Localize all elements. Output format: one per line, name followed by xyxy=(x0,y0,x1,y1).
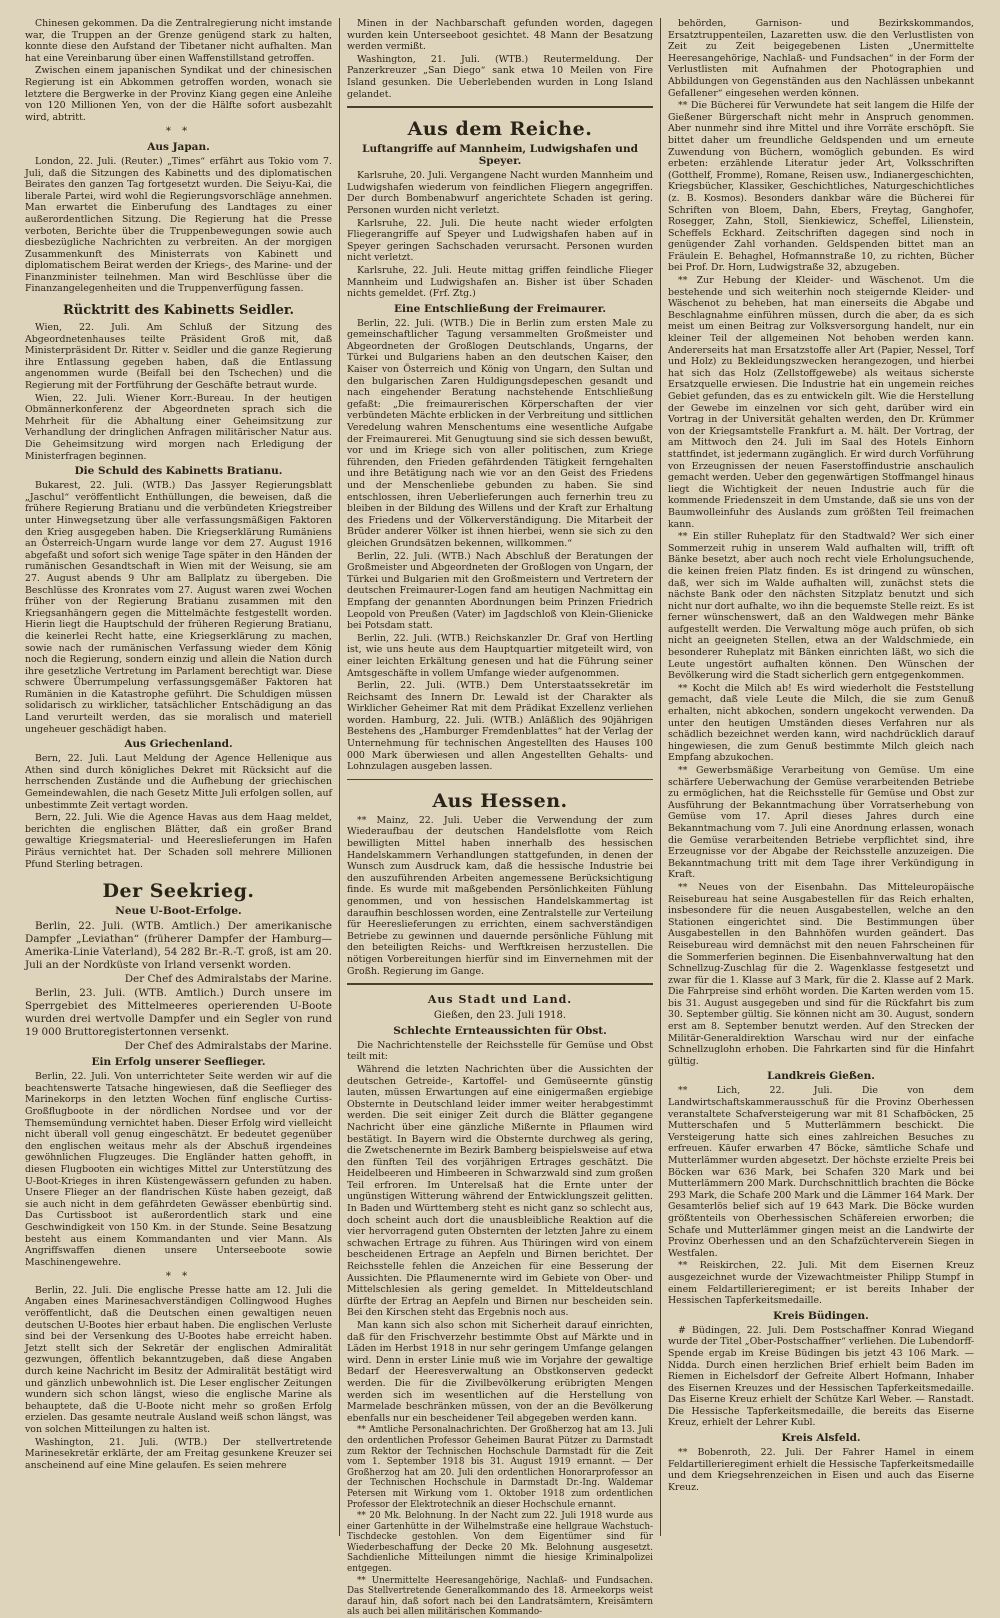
section-heading: Aus Griechenland. xyxy=(124,738,233,751)
column-right xyxy=(660,18,981,1536)
section-heading: Rücktritt des Kabinetts Seidler. xyxy=(62,303,295,319)
article-signature: Der Chef des Admiralstabs der Marine. xyxy=(124,1040,332,1053)
article-paragraph: ** Unermittelte Heeresangehörige, Nachlaß- und Fundsachen. Das Stellvertretende Generalkommando des 18. Armeekorps weist darauf hin, daß sofort nach bei den Landratsämtern, Kreisämtern als auch bei allen militärischen Kommando- xyxy=(347,1575,653,1618)
section-heading: Die Schuld des Kabinetts Bratianu. xyxy=(74,465,283,478)
article-paragraph: Berlin, 22. Juli. (WTB. Amtlich.) Der amerikanische Dampfer „Leviathan“ (früherer Dampfer der Hamburg—Amerika-Linie Vaterland), 54 282 Br.-R.-T. groß, ist am 20. Juli an der Nordküste von Irland versenkt worden. xyxy=(25,920,332,972)
section-heading: Aus dem Reiche. xyxy=(407,118,593,141)
article-paragraph: Man kann sich also schon mit Sicherheit darauf einrichten, daß für den Frischverzehr bestimmte Obst auf Märkte und in Läden im Herbst 1918 in nur sehr geringem Umfange gelangen wird. Denn in erster Linie muß wie im Vorjahre der gewaltige Bedarf der Heeresverwaltung an Obstkonserven gedeckt werden. Die für die Zivilbevölkerung erübrigten Mengen werden sich im wesentlichen auf die Herstellung von Marmelade beschränken müssen, von der an die Bevölkerung ebenfalls nur ein bescheidener Teil abgegeben werden kann. xyxy=(347,1320,653,1424)
subsection-heading: Schlechte Ernteaussichten für Obst. xyxy=(393,1024,607,1037)
article-paragraph: ** Gewerbsmäßige Verarbeitung von Gemüse. Um eine schärfere Ueberwachung der Gemüse verarbeitenden Betriebe zu ermöglichen, hat die Reichsstelle für Gemüse und Obst zur Ausführung der Bekanntmachung über Vorratserhebung von Gemüse vom 17. April dieses Jahres durch eine Bekanntmachung vom 7. Juli eine Anordnung erlassen, wonach die Gemüse verarbeitenden Betriebe verpflichtet sind, ihre Erzeugnisse vor der Abgabe der Reichsstelle anzuzeigen. Die Bekanntmachung tritt mit dem Tage ihrer Verkündigung in Kraft. xyxy=(668,765,974,881)
column-middle xyxy=(339,18,660,1618)
article-paragraph: Bern, 22. Juli. Wie die Agence Havas aus dem Haag meldet, berichten die englischen Blätter, daß ein großer Brand gewaltige Kriegsmaterial- und Heereslieferungen im Hafen Piräus vernichtet hat. Der Schaden soll mehrere Millionen Pfund Sterling betragen. xyxy=(25,812,332,870)
section-heading: Aus Hessen. xyxy=(432,789,568,812)
article-paragraph: Wien, 22. Juli. Am Schluß der Sitzung des Abgeordnetenhauses teilte Präsident Groß mit, daß Ministerpräsident Dr. Ritter v. Seidler und die ganze Regierung ihre Entlassung gegeben haben, daß die Entlassung angenommen wurde (Beifall bei den Tschechen) und die Regierung mit der Fortführung der Geschäfte betraut wurde. xyxy=(25,322,332,392)
article-paragraph: ** Bobenroth, 22. Juli. Der Fahrer Hamel in einem Feldartillerieregiment erhielt die Hessische Tapferkeitsmedaille und dem Kriegsehrenzeichen in Eisen und auch das Eiserne Kreuz. xyxy=(668,1447,974,1493)
article-paragraph: Berlin, 22. Juli. Die englische Presse hatte am 12. Juli die Angaben eines Marinesachverständigen Collingwood Hughes veröffentlicht, daß die Deutschen einen gewaltigen neuen deutschen U-Bootes hier erbaut haben. Die englischen Verluste sind bei der Versenkung des U-Bootes habe erreicht haben. Jetzt stellt sich der Sekretär der englischen Admiralität gezwungen, öffentlich bekanntzugeben, daß diese Angaben durch keine Nachricht im Besitz der Admiralität bestätigt wird und gänzlich unbewohnlich ist. Die Leser englischer Zeitungen wundern sich schon längst, wieso die englische Marine als behauptete, daß die U-Boote nicht mehr so großen Erfolg erzielen. Das gesamte neutrale Ausland weiß schon längst, was von solchen Mitteilungen zu halten ist. xyxy=(25,1284,332,1435)
article-paragraph: ** Zur Hebung der Kleider- und Wäschenot. Um die bestehende und sich weiterhin noch steigernde Kleider- und Wäschenot zu beheben, hat man einerseits die Abgabe und Beschlagnahme einführen müssen, durch die aber, da es sich meist um einen Beitrag zur Volksversorgung handelt, nur ein kleiner Teil der allgemeinen Not behoben werden kann. Andererseits hat man Ersatzstoffe aller Art (Papier, Nessel, Torf und Holz) zu Bekleidungszwecken herangezogen, und hierbei hat sich das Holz (Zellstoffgewebe) als weitaus sicherste Ersatzquelle erwiesen. Die Industrie hat ein ungemein reiches Gebiet gefunden, das es zu entwickeln gilt. Wie die Herstellung der Gewebe im einzelnen vor sich geht, darüber wird ein Vortrag in der Universität gehalten werden, den Dr. Krümmer von der Kriegsamtstelle Frankfurt a. M. hält. Der Vortrag, der am Mittwoch den 24. Juli im Saal des Hotels Einhorn stattfindet, ist jedermann zugänglich. Er wird durch Vorführung von Erzeugnissen der neuen Faserstoffindustrie anschaulich gemacht werden. Ueber den gegenwärtigen Stoffmangel hinaus liegt die Wichtigkeit der neuen Industrie auch für die kommende Friedenszeit in dem Umstande, daß sie uns von der Baumwolleinfuhr des Auslands zum größten Teil freimachen kann. xyxy=(668,275,974,530)
article-paragraph: ** Ein stiller Ruheplatz für den Stadtwald? Wer sich einer Sommerzeit ruhig in unserem Wald aufhalten will, trifft oft Bänke besetzt, aber auch noch recht viele Erholungsuchende, die keinen freien Platz finden. Es ist dringend zu wünschen, daß, wer sich im Walde aufhalten will, zunächst stets die nächste Bank oder den nächsten Sitzplatz benutzt und sich nicht nur dort aufhalte, wo ihn die bequemste Stelle reizt. Es ist ferner wünschenswert, daß an den Waldwegen mehr Bänke aufgestellt werden. Die Verwaltung möge auch prüfen, ob sich nicht an geeigneten Stellen, etwa an der Waldschmiede, ein besonderer Ruheplatz mit Bänken einrichten läßt, wo sich die Leute ungestört aufhalten können. Den Wünschen der Bevölkerung wird die Stadt sicherlich gern entgegenkommen. xyxy=(668,531,975,682)
article-paragraph: ** Amtliche Personalnachrichten. Der Großherzog hat am 13. Juli den ordentlichen Professor Geheimen Baurat Pützer zu Darmstadt zum Rektor der Technischen Hochschule Darmstadt für die Zeit vom 1. September 1918 bis 31. August 1919 ernannt. — Der Großherzog hat am 20. Juli den ordentlichen Honorarprofessor an der Technischen Hochschule in Darmstadt Dr.-Ing. Waldemar Petersen mit Wirkung vom 1. Oktober 1918 zum ordentlichen Professor der Elektrotechnik an dieser Hochschule ernannt. xyxy=(347,1425,653,1510)
article-paragraph: Karlsruhe, 22. Juli. Heute mittag griffen feindliche Flieger Mannheim und Ludwigshafen an. Bisher ist über Schaden nichts gemeldet. (Frf. Ztg.) xyxy=(347,264,653,300)
article-paragraph: # Büdingen, 22. Juli. Dem Postschaffner Konrad Wiegand wurde der Titel „Ober-Postschaffner“ verliehen. Die Lubendorff-Spende ergab im Kreise Büdingen bis jetzt 43 106 Mark. — Nidda. Durch einen herzlichen Brief erhielt beim Baden im Riemen in Eichelsdorf der Gefreite Albert Hofmann, Inhaber des Eisernen Kreuzes und der Hessischen Tapferkeitsmedaille. Das Eiserne Kreuz erhielt der Schütze Karl Weber. — Ranstadt. Die Hessische Tapferkeitsmedaille, die bereits das Eiserne Kreuz, erhielt der Lehrer Kubl. xyxy=(668,1324,974,1429)
article-paragraph: Berlin, 22. Juli. (WTB.) Nach Abschluß der Beratungen der Großmeister und Abgeordneten der Großlogen von Ungarn, der Türkei und Bulgarien mit den Großmeistern und Vertretern der deutschen Freimaurer-Logen fand am heutigen Nachmittag ein Empfang der genannten Abordnungen beim Prinzen Friedrich Leopold von Preußen (Vater) im Jagdschloß von Klein-Glienicke bei Potsdam statt. xyxy=(347,550,653,632)
section-heading: Aus Stadt und Land. xyxy=(427,993,573,1007)
article-signature: Der Chef des Admiralstabs der Marine. xyxy=(124,973,332,986)
article-paragraph: Während die letzten Nachrichten über die Aussichten der deutschen Getreide-, Kartoffel- und Gemüseernte günstig lauten, müssen Erwartungen auf eine einigermaßen ergiebige Obsternte in Deutschland leider immer weiter herabgestimmt werden. Die seit einiger Zeit durch die Blätter gegangene Nachricht über eine gänzliche Mißernte in Pflaumen wird bestätigt. In Bayern wird die Obsternte durchweg als gering, die Zwetschenernte im Bezirk Bamberg beispielsweise auf etwa den fünften Teil des vorjährigen Ertrages geschätzt. Die Heidelbeeren und Himbeeren in Schwarzwald sind zum großen Teil erfroren. Im Unterelsaß hat die Ernte unter der ungünstigen Witterung während der Entwicklungszeit gelitten. In Baden und Württemberg steht es nicht ganz so schlecht aus, doch scheint auch dort die unausbleibliche Reaktion auf die vier hervorragend guten Obsternten der letzten Jahre zu einem schwachen Ertrage zu führen. Aus Thüringen wird von einem bescheidenen Ertrage an Aepfeln und Birnen berichtet. Der Reichsstelle fehlen die Anzeichen für eine Besserung der Aussichten. Die Pflaumenernte wird im Gebiete von Ober- und Mittelschlesien als gering gemeldet. In Mitteldeutschland dürfte der Ertrag an Aepfeln und Birnen nur bescheiden sein. Bei den Kirschen steht das Ergebnis noch aus. xyxy=(347,1063,653,1319)
article-paragraph: ** Lich, 22. Juli. Die von dem Landwirtschaftskammerausschuß für die Provinz Oberhessen veranstaltete Schafversteigerung war mit 81 Schafböcken, 25 Mutterschafen und 5 Mutterlämmern beschickt. Die Versteigerung hatte sich eines zahlreichen Besuches zu erfreuen. Käufer erwarben 47 Böcke, sämtliche Schafe und Mutterlämmer wurden abgesetzt. Der höchste erzielte Preis bei Böcken war 636 Mark, bei Schafen 320 Mark und bei Mutterlämmern 200 Mark. Durchschnittlich brachten die Böcke 293 Mark, die Schafe 200 Mark und die Lämmer 164 Mark. Der Gesamterlös belief sich auf 19 643 Mark. Die Böcke wurden größtenteils von Oberhessischen Schäfereien erworben; die Schafe und Mutterlämmer gingen meist an die Landwirte der Provinz Oberhessen und an den Schafzüchterverein Siegen in Westfalen. xyxy=(668,1085,974,1259)
section-heading: Der Seekrieg. xyxy=(102,880,255,903)
subsection-heading: Eine Entschließung der Freimaurer. xyxy=(394,302,606,315)
subsection-heading: Ein Erfolg unserer Seeflieger. xyxy=(91,1056,266,1069)
article-paragraph: Berlin, 22. Juli. (WTB.) Die in Berlin zum ersten Male zu gemeinschaftlicher Tagung versammelten Großmeister und Abgeordneten der Großlogen Deutschlands, Ungarns, der Türkei und Bulgariens haben an den deutschen Kaiser, den Kaiser von Österreich und König von Ungarn, den Sultan und den bulgarischen Zaren Huldigungsdepeschen gesandt und nach eingehender Beratung nachstehende Entschließung gefaßt: „Die freimaurerischen Körperschaften der vier verbündeten Mächte erblicken in der Verbreitung und sittlichen Veredelung wahren Menschentums eine wesentliche Aufgabe der Freimaurerei. Mit Genugtuung sind sie sich dessen bewußt, vor und im Kriege sich von aller politischen, zum Kriege führenden, den Frieden gefährdenden Tätigkeit ferngehalten und ihre Betätigung nach wie vor an den Geist des Friedens und der Menschenliebe gebunden zu haben. Sie sind entschlossen, ihren Ueberlieferungen auch fernerhin treu zu bleiben in der Bildung des Willens und der Kraft zur Erhaltung des Friedens und der Völkerverständigung. Die Mitarbeit der Brüder anderer Völker ist ihnen hierbei, wenn sie sich zu den gleichen Grundsätzen bekennen, willkommen.“ xyxy=(347,317,653,549)
article-paragraph: Die Nachrichtenstelle der Reichsstelle für Gemüse und Obst teilt mit: xyxy=(347,1039,653,1063)
article-paragraph: Washington, 21. Juli. (WTB.) Reutermeldung. Der Panzerkreuzer „San Diego“ sank etwa 10 Meilen von Fire Island gesunken. Die Ueberlebenden wurden in Long Island gelandet. xyxy=(347,53,653,100)
section-separator: * * xyxy=(165,1271,192,1283)
article-paragraph: Wien, 22. Juli. Wiener Korr.-Bureau. In der heutigen Obmännerkonferenz der Abgeordneten sprach sich die Mehrheit für die Abhaltung einer Geheimsitzung zur Verhandlung der dringlichen Anfragen militärischer Natur aus. Die Geheimsitzung wird morgen nach Erledigung der Ministerfragen beginnen. xyxy=(25,392,332,462)
article-paragraph: Washington, 21. Juli. (WTB.) Der stellvertretende Marinesekretär erklärte, der am Freitag gesunkene Kreuzer sei anscheinend auf eine Mine gelaufen. Es seien mehrere xyxy=(25,1436,332,1471)
article-paragraph: Berlin, 22. Juli. (WTB.) Reichskanzler Dr. Graf von Hertling ist, wie uns heute aus dem Hauptquartier mitgeteilt wird, von einer leichten Erkältung genesen und hat die Führung seiner Amtsgeschäfte in vollem Umfange wieder aufgenommen. xyxy=(347,632,653,679)
article-paragraph: ** Neues von der Eisenbahn. Das Mitteleuropäische Reisebureau hat seine Ausgabestellen für das Reich erhalten, insbesondere für die neuen Ausgabestellen, welche an den Stationen eingerichtet sind. Die Bestimmungen über Ausgabestellen in den Bahnhöfen wurden geändert. Das Reisebureau wird demnächst mit den neuen Fahrscheinen für die Sommerferien beginnen. Die Eisenbahnverwaltung hat den Schnellzug-Zuschlag für die 2. Wagenklasse festgesetzt und zwar für die 1. Klasse auf 3 Mark, für die 2. Klasse auf 2 Mark. Die Fahrpreise sind erhöht worden. Die Karten werden vom 15. bis 31. August ausgegeben und sind für die Rückfahrt bis zum 30. September gültig. Sie können nicht am 30. August, sondern erst am 8. September benutzt werden. Auf den Strecken der Militär-Generaldirektion Warschau wird nur der einfache Schnellzuglohn erhoben. Die Fahrkarten sind für die Hinfahrt gültig. xyxy=(668,881,974,1067)
dateline: Gießen, den 23. Juli 1918. xyxy=(433,1010,567,1022)
column-left xyxy=(18,18,339,1536)
subsection-heading: Neue U-Boot-Erfolge. xyxy=(115,905,242,918)
section-heading: Kreis Büdingen. xyxy=(773,1309,869,1322)
article-paragraph: Zwischen einem japanischen Syndikat und der chinesischen Regierung ist ein Abkommen getroffen worden, wonach sie letztere die Bergwerke in der Provinz Kiang gegen eine Anleihe von 120 Millionen Yen, von der die Hälfte sofort ausbezahlt wird, abtritt. xyxy=(25,65,332,123)
section-rule xyxy=(347,779,653,780)
article-paragraph: Chinesen gekommen. Da die Zentralregierung nicht imstande war, die Truppen an der Grenze genügend stark zu halten, konnte diese den Aufstand der Tibetaner nicht aufhalten. Man hat eine Vereinbarung über einen Waffenstillstand getroffen. xyxy=(25,18,332,64)
article-paragraph: ** Mainz, 22. Juli. Ueber die Verwendung der zum Wiederaufbau der deutschen Handelsflotte vom Reich bewilligten Mittel haben innerhalb des hessischen Handelskammern Verhandlungen stattgefunden, in denen der Wunsch zum Ausdruck kam, daß die hessische Industrie bei den auszuführenden Arbeiten angemessene Berücksichtigung finde. Es wurde mit maßgebenden Persönlichkeiten Fühlung genommen, und von hessischen Handelskammertag ist daraufhin beschlossen worden, eine Zentralstelle zur Verteilung für Heereslieferungen zu errichten, einem sachverständigen Betriebe zu gewinnen und dauernde persönliche Fühlung mit den beteiligten Reichs- und Werftkreisen herzustellen. Die nötigen Vorbereitungen hierfür sind im Einvernehmen mit der Großh. Regierung im Gange. xyxy=(347,814,653,977)
section-separator: * * xyxy=(165,126,192,138)
article-paragraph: Bern, 22. Juli. Laut Meldung der Agence Hellenique aus Athen sind durch königliches Dekret mit Rücksicht auf die herrschenden Zustände und die Aufhebung der griechischen Gemeindewahlen, die nach Gesetz Mitte Juli erfolgen sollen, auf unbestimmte Zeit vertagt worden. xyxy=(25,753,332,811)
article-paragraph: Berlin, 22. Juli. (WTB.) Dem Unterstaatssekretär im Reichsamt des Innern Dr. Lewald ist der Charakter als Wirklicher Geheimer Rat mit dem Prädikat Exzellenz verliehen worden. Hamburg, 22. Juli. (WTB.) Anläßlich des 90jährigen Bestehens des „Hamburger Fremdenblattes“ hat der Verlag der Unternehmung für technischen Angestellten des Hauses 100 000 Mark überwiesen und allen Angestellten Gehalts- und Lohnzulagen ausgeben lassen. xyxy=(347,680,653,773)
article-paragraph: Karlsruhe, 22. Juli. Die heute nacht wieder erfolgten Fliegerangriffe auf Speyer und Ludwigshafen haben auf in Speyer geringen Sachschaden verursacht. Personen wurden nicht verletzt. xyxy=(347,217,653,264)
section-rule xyxy=(347,106,653,108)
article-paragraph: Berlin, 23. Juli. (WTB. Amtlich.) Durch unsere im Sperrgebiet des Mittelmeeres operierenden U-Boote wurden drei wertvolle Dampfer und ein Segler von rund 19 000 Bruttoregistertonnen versenkt. xyxy=(25,987,332,1039)
article-paragraph: behörden, Garnison- und Bezirkskommandos, Ersatztruppenteilen, Lazaretten usw. die den Verlustlisten von Zeit zu Zeit beigegebenen Listen „Unermittelte Heeresangehörige, Nachlaß- und Fundsachen“ in der Form der Verlustlisten mit Aufnahmen der Photographien und Abbildungen von Gegenständen aus den Nachlässen unbekannt Gefallener“ eingesehen werden können. xyxy=(668,18,974,99)
article-paragraph: ** Die Bücherei für Verwundete hat seit langem die Hilfe der Gießener Bürgerschaft nicht mehr in Anspruch genommen. Aber nunmehr sind ihre Mittel und ihre Vorräte erschöpft. Sie bittet daher um freundliche Geldspenden und um erneute Zuwendung von Büchern, womöglich gebunden. Es wird erbeten: erzählende Literatur jeder Art, Volksschriften (Gotthelf, Fromme), Romane, Reisen usw., Indianergeschichten, Kriegsbücher, Klassiker, Geschichtliches, Naturgeschichtliches (z. B. Kosmos). Besonders dankbar wäre die Bücherei für Schriften von Bloem, Dahn, Ebers, Freytag, Ganghofer, Rosegger, Zahn, Stoll, Sienkiewicz, Scheffel, Lilienstein, Scheffels Eckhard. Zeitschriften dagegen sind noch in genügender Zahl vorhanden. Geldspenden bittet man an Fräulein E. Behaghel, Hofmannstraße 10, zu richten, Bücher bei Prof. Dr. Horn, Ludwigstraße 32, abzugeben. xyxy=(668,100,974,274)
subsection-heading: Luftangriffe auf Mannheim, Ludwigshafen und Speyer. xyxy=(362,143,638,168)
article-paragraph: London, 22. Juli. (Reuter.) „Times“ erfährt aus Tokio vom 7. Juli, daß die Sitzungen des Kabinetts und des diplomatischen Beirates den ganzen Tag fortgesetzt wurden. Die Seiyu-Kai, die liberale Partei, wird wohl die Regierungsvorschläge annehmen. Man erwartet die Einberufung des Landtages zu einer außerordentlichen Sitzung. Die Regierung hat die Presse verboten, Berichte über die Truppenbewegungen sowie auch diesbezügliche Nachrichten zu verbreiten. An der morgigen Zusammenkunft des Ministerrats von Kabinett und diplomatischem Beirat werden der Kriegs-, des Marine- und der Finanzminister teilnehmen. Man wird Beschlüsse über die Finanzangelegenheiten und die Truppenverfügung fassen. xyxy=(25,155,332,295)
article-paragraph: ** Kocht die Milch ab! Es wird wiederholt die Feststellung gemacht, daß viele Leute die Milch, die sie zum Genuß erhalten, nicht abkochen, sondern ungekocht verwenden. Da unter den heutigen Umständen dieses Verfahren nur als schädlich bezeichnet werden kann, wird nachdrücklich darauf hingewiesen, die zum Genuß bestimmte Milch gleich nach Empfang abzukochen. xyxy=(668,682,974,764)
article-paragraph: Minen in der Nachbarschaft gefunden worden, dagegen wurden kein Unterseeboot gesichtet. 48 Mann der Besatzung werden vermißt. xyxy=(347,18,653,53)
section-rule xyxy=(347,983,653,985)
section-heading: Kreis Alsfeld. xyxy=(781,1432,861,1445)
article-paragraph: Karlsruhe, 20. Juli. Vergangene Nacht wurden Mannheim und Ludwigshafen wiederum von feindlichen Fliegern angegriffen. Der durch Bombenabwurf angerichtete Schaden ist gering. Personen wurden nicht verletzt. xyxy=(347,170,653,216)
article-paragraph: ** Reiskirchen, 22. Juli. Mit dem Eisernen Kreuz ausgezeichnet wurde der Vizewachtmeister Philipp Stumpf in einem Feldartillerieregiment; er ist bereits Inhaber der Hessischen Tapferkeitsmedaille. xyxy=(668,1260,974,1307)
section-heading: Aus Japan. xyxy=(147,140,210,153)
article-paragraph: ** 20 Mk. Belohnung. In der Nacht zum 22. Juli 1918 wurde aus einer Gartenhütte in der Wilhelmstraße eine hellgraue Wachstuch-Tischdecke gestohlen. Von dem Eigentümer sind für Wiederbeschaffung der Decke 20 Mk. Belohnung ausgesetzt. Sachdienliche Mitteilungen nimmt die hiesige Kriminalpolizei entgegen. xyxy=(347,1511,653,1575)
section-heading: Landkreis Gießen. xyxy=(767,1070,875,1083)
article-paragraph: Berlin, 22. Juli. Von unterrichteter Seite werden wir auf die beachtenswerte Tatsache hingewiesen, daß die Seeflieger des Marinekorps in den letzten Wochen fünf englische Curtiss-Großflugboote in der nördlichen Nordsee und vor der Themsemündung vernichtet haben. Dieser Erfolg wird vielleicht nicht überall voll genug eingeschätzt. Er bedeutet gegenüber den englischen weitaus mehr als der Abschuß irgendeines gewöhnlichen Flugzeuges. Die Engländer hatten gehofft, in diesen Flugbooten ein wichtiges Mittel zur Unterstützung des U-Boot-Krieges in ihren Küstengewässern gefunden zu haben. Unsere Flieger an der flandrischen Küste haben gezeigt, daß sie auch nicht in dem gefährdeten Gewässer ebenbürtig sind. Das Curtissboot ist außerordentlich stark und eine Geschwindigkeit von 150 Km. in der Stunde. Seine Besatzung besteht aus einem Kommandanten und vier Mann. Als Angriffswaffen dienen unsere Unterseeboote sowie Maschinengewehre. xyxy=(25,1071,332,1268)
article-paragraph: Bukarest, 22. Juli. (WTB.) Das Jassyer Regierungsblatt „Jaschul“ veröffentlicht Enthüllungen, die beweisen, daß die frühere Regierung Bratianu und die verbündeten Kriegstreiber unter Hinwegsetzung über alle verfassungsmäßigen Faktoren den Krieg ausgegeben haben. Die Kriegserklärung Rumäniens an Österreich-Ungarn wurde lange vor dem 27. August 1916 abgefaßt und sofort sich wenige Tage später in den Händen der rumänischen Gesandtschaft in Wien mit der Weisung, sie am 27. August abends 9 Uhr am Ballplatz zu übergeben. Die Beschlüsse des Kronrates vom 27. August waren zwei Wochen früher von der Regierung Bratianu zusammen mit den Kriegsanhängern gegen die Mittelmächte festgestellt worden. Hierin liegt die Hauptschuld der früheren Regierung Bratianu, die keinerlei Recht hatte, eine Kriegserklärung zu machen, sowie nach der rumänischen Verfassung wieder dem König noch die Regierung, sondern einzig und allein die Nation durch ihre gesetzliche Vertretung im Parlament berechtigt war. Diese schwere Überrumpelung verfassungsgemäßer Faktoren hat Rumänien in die Katastrophe geführt. Die Schuldigen müssen solidarisch zu wirklicher, tatsächlicher Entschädigung an das Land verurteilt werden, das sie moralisch und materiell ungeheuer geschädigt haben. xyxy=(25,480,332,735)
